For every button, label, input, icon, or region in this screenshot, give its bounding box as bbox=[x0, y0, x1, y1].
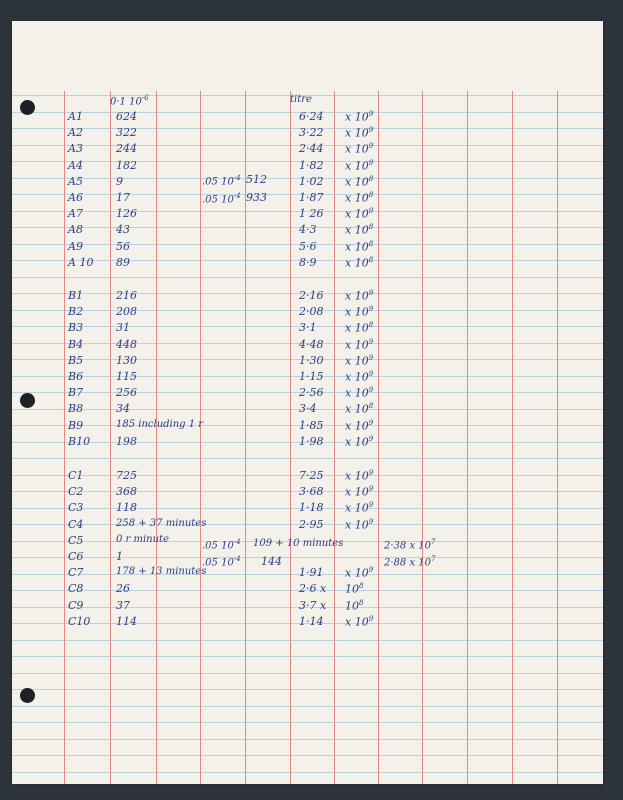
sample-id: B1 bbox=[68, 289, 84, 302]
sample-id: C9 bbox=[68, 599, 84, 612]
ruled-line bbox=[12, 689, 603, 690]
titre-exponent: x $10^9$ bbox=[345, 370, 374, 384]
titre-exponent: x $10^9$ bbox=[345, 289, 374, 303]
ruled-line bbox=[12, 640, 603, 641]
sample-id: A9 bbox=[68, 240, 83, 253]
sample-id: A4 bbox=[68, 159, 83, 172]
titre-exponent: x $10^9$ bbox=[345, 110, 374, 124]
ruled-line bbox=[12, 706, 603, 707]
colony-count: 624 bbox=[116, 110, 137, 123]
titre-value: 4·48 bbox=[299, 338, 324, 351]
titre-value: 1·91 bbox=[299, 566, 324, 579]
colony-count: 185 including 1 r bbox=[116, 419, 204, 430]
colony-count: 178 + 13 minutes bbox=[116, 566, 207, 577]
colony-count: 725 bbox=[116, 469, 137, 482]
margin-rule bbox=[557, 91, 558, 784]
ruled-line bbox=[12, 755, 603, 756]
titre-exponent: x $10^8$ bbox=[345, 240, 374, 254]
ruled-line bbox=[12, 673, 603, 674]
titre-exponent: x $10^9$ bbox=[345, 305, 374, 319]
punch-hole-bottom bbox=[20, 688, 35, 703]
titre-value: 3·1 bbox=[299, 321, 317, 334]
colony-count: 56 bbox=[116, 240, 130, 253]
sample-id: A7 bbox=[68, 207, 83, 220]
punch-hole-top bbox=[20, 100, 35, 115]
colony-count: 115 bbox=[116, 370, 137, 383]
margin-rule bbox=[467, 91, 468, 784]
titre-exponent: x $10^8$ bbox=[345, 402, 374, 416]
titre-exponent: x $10^9$ bbox=[345, 485, 374, 499]
titre-value: 1·02 bbox=[299, 175, 324, 188]
titre-value: 3·22 bbox=[299, 126, 324, 139]
titre-value: 1·15 bbox=[299, 370, 324, 383]
dilution-value-c6: 144 bbox=[261, 555, 282, 568]
colony-count: 31 bbox=[116, 321, 130, 334]
titre-value: 2·56 bbox=[299, 386, 324, 399]
dilution-note-a5: .05 $10^{-4}$ bbox=[202, 174, 241, 188]
colony-count: 126 bbox=[116, 207, 137, 220]
ruled-line bbox=[12, 277, 603, 278]
dilution-value-a6: 933 bbox=[246, 191, 267, 204]
sample-id: C4 bbox=[68, 518, 84, 531]
titre-exponent: x $10^9$ bbox=[345, 501, 374, 515]
ruled-line bbox=[12, 557, 603, 558]
titre-exponent: x $10^8$ bbox=[345, 223, 374, 237]
colony-count: 37 bbox=[116, 599, 130, 612]
sample-id: C3 bbox=[68, 501, 84, 514]
titre-exponent: x $10^8$ bbox=[345, 256, 374, 270]
titre-exponent: x $10^9$ bbox=[345, 435, 374, 449]
sample-id: C5 bbox=[68, 534, 84, 547]
colony-count: 118 bbox=[116, 501, 137, 514]
titre-value: 1·14 bbox=[299, 615, 324, 628]
titre-exponent: x $10^8$ bbox=[345, 191, 374, 205]
ruled-line bbox=[12, 739, 603, 740]
titre-value: 1 26 bbox=[299, 207, 324, 220]
titre-exponent: x $10^8$ bbox=[345, 175, 374, 189]
margin-rule bbox=[290, 91, 291, 784]
sample-id: B4 bbox=[68, 338, 84, 351]
margin-rule bbox=[512, 91, 513, 784]
colony-count: 0 r minute bbox=[116, 534, 169, 545]
dilution-value-a5: 512 bbox=[246, 173, 267, 186]
margin-rule bbox=[422, 91, 423, 784]
colony-count: 34 bbox=[116, 402, 130, 415]
colony-count: 216 bbox=[116, 289, 137, 302]
titre-exponent: x $10^9$ bbox=[345, 338, 374, 352]
colony-count: 258 + 37 minutes bbox=[116, 518, 207, 529]
titre-exponent: x $10^9$ bbox=[345, 142, 374, 156]
titre-value: 2·16 bbox=[299, 289, 324, 302]
colony-count: 322 bbox=[116, 126, 137, 139]
dilution-note-a6: .05 $10^{-4}$ bbox=[202, 192, 241, 206]
titre-exponent: x $10^9$ bbox=[345, 419, 374, 433]
sample-id: C2 bbox=[68, 485, 84, 498]
titre-value: 2·95 bbox=[299, 518, 324, 531]
colony-count: 17 bbox=[116, 191, 130, 204]
colony-count: 368 bbox=[116, 485, 137, 498]
margin-rule bbox=[378, 91, 379, 784]
ledger-sheet bbox=[12, 21, 603, 784]
sample-id: C8 bbox=[68, 582, 84, 595]
titre-value: 1·82 bbox=[299, 159, 324, 172]
colony-count: 26 bbox=[116, 582, 130, 595]
colony-count: 43 bbox=[116, 223, 130, 236]
titre-value: 8·9 bbox=[299, 256, 317, 269]
titre-value: 1·98 bbox=[299, 435, 324, 448]
titre-value: 3·4 bbox=[299, 402, 317, 415]
sample-id: C7 bbox=[68, 566, 84, 579]
sample-id: C10 bbox=[68, 615, 91, 628]
titre-exponent: $10^8$ bbox=[345, 599, 364, 613]
titre-value: 2·44 bbox=[299, 142, 324, 155]
titre-exponent: $10^8$ bbox=[345, 582, 364, 596]
colony-count: 256 bbox=[116, 386, 137, 399]
sample-id: B8 bbox=[68, 402, 84, 415]
margin-rule bbox=[110, 91, 111, 784]
titre-exponent: x $10^9$ bbox=[345, 566, 374, 580]
ruled-line bbox=[12, 772, 603, 773]
sample-id: C1 bbox=[68, 469, 84, 482]
sample-id: A1 bbox=[68, 110, 83, 123]
titre-exponent: x $10^9$ bbox=[345, 207, 374, 221]
titre-value: 2·08 bbox=[299, 305, 324, 318]
colony-count: 448 bbox=[116, 338, 137, 351]
ruled-line bbox=[12, 656, 603, 657]
punch-hole-middle bbox=[20, 393, 35, 408]
margin-rule bbox=[200, 91, 201, 784]
sample-id: B6 bbox=[68, 370, 84, 383]
dilution-value-c5: 109 + 10 minutes bbox=[253, 538, 344, 549]
sample-id: A6 bbox=[68, 191, 83, 204]
colony-count: 182 bbox=[116, 159, 137, 172]
titre-value: 1·87 bbox=[299, 191, 324, 204]
sample-id: B9 bbox=[68, 419, 84, 432]
column-unit-header: 0·1 $10^{-6}$ bbox=[110, 94, 149, 108]
colony-count: 9 bbox=[116, 175, 123, 188]
titre-exponent: x $10^9$ bbox=[345, 386, 374, 400]
sample-id: B3 bbox=[68, 321, 84, 334]
sample-id: C6 bbox=[68, 550, 84, 563]
dilution-note-c6: .05 $10^{-4}$ bbox=[202, 555, 241, 569]
titre-value: 1·18 bbox=[299, 501, 324, 514]
titre-exponent: x $10^9$ bbox=[345, 126, 374, 140]
titre-exponent: x $10^9$ bbox=[345, 159, 374, 173]
ruled-line bbox=[12, 722, 603, 723]
titre-note-c6: 2·88 x $10^7$ bbox=[384, 555, 436, 569]
colony-count: 114 bbox=[116, 615, 137, 628]
titre-exponent: x $10^9$ bbox=[345, 354, 374, 368]
dilution-note-c5: .05 $10^{-4}$ bbox=[202, 538, 241, 552]
titre-value: 3·68 bbox=[299, 485, 324, 498]
margin-rule bbox=[334, 91, 335, 784]
colony-count: 198 bbox=[116, 435, 137, 448]
colony-count: 1 bbox=[116, 550, 123, 563]
titre-value: 3·7 x bbox=[299, 599, 327, 612]
sample-id: A5 bbox=[68, 175, 83, 188]
margin-rule bbox=[64, 91, 65, 784]
titre-value: 1·85 bbox=[299, 419, 324, 432]
sample-id: B7 bbox=[68, 386, 84, 399]
titre-exponent: x $10^8$ bbox=[345, 321, 374, 335]
titre-exponent: x $10^9$ bbox=[345, 469, 374, 483]
margin-rule bbox=[156, 91, 157, 784]
colony-count: 244 bbox=[116, 142, 137, 155]
sample-id: A8 bbox=[68, 223, 83, 236]
sample-id: A3 bbox=[68, 142, 83, 155]
ruled-line bbox=[12, 458, 603, 459]
titre-header: titre bbox=[290, 94, 312, 105]
titre-note-c5: 2·38 x $10^7$ bbox=[384, 538, 436, 552]
titre-value: 2·6 x bbox=[299, 582, 327, 595]
colony-count: 89 bbox=[116, 256, 130, 269]
sample-id: B5 bbox=[68, 354, 84, 367]
titre-value: 1·30 bbox=[299, 354, 324, 367]
sample-id: B10 bbox=[68, 435, 91, 448]
titre-value: 5·6 bbox=[299, 240, 317, 253]
sample-id: A 10 bbox=[68, 256, 94, 269]
titre-exponent: x $10^9$ bbox=[345, 518, 374, 532]
titre-value: 6·24 bbox=[299, 110, 324, 123]
sample-id: A2 bbox=[68, 126, 83, 139]
titre-value: 7·25 bbox=[299, 469, 324, 482]
titre-value: 4·3 bbox=[299, 223, 317, 236]
colony-count: 208 bbox=[116, 305, 137, 318]
colony-count: 130 bbox=[116, 354, 137, 367]
titre-exponent: x $10^9$ bbox=[345, 615, 374, 629]
sample-id: B2 bbox=[68, 305, 84, 318]
